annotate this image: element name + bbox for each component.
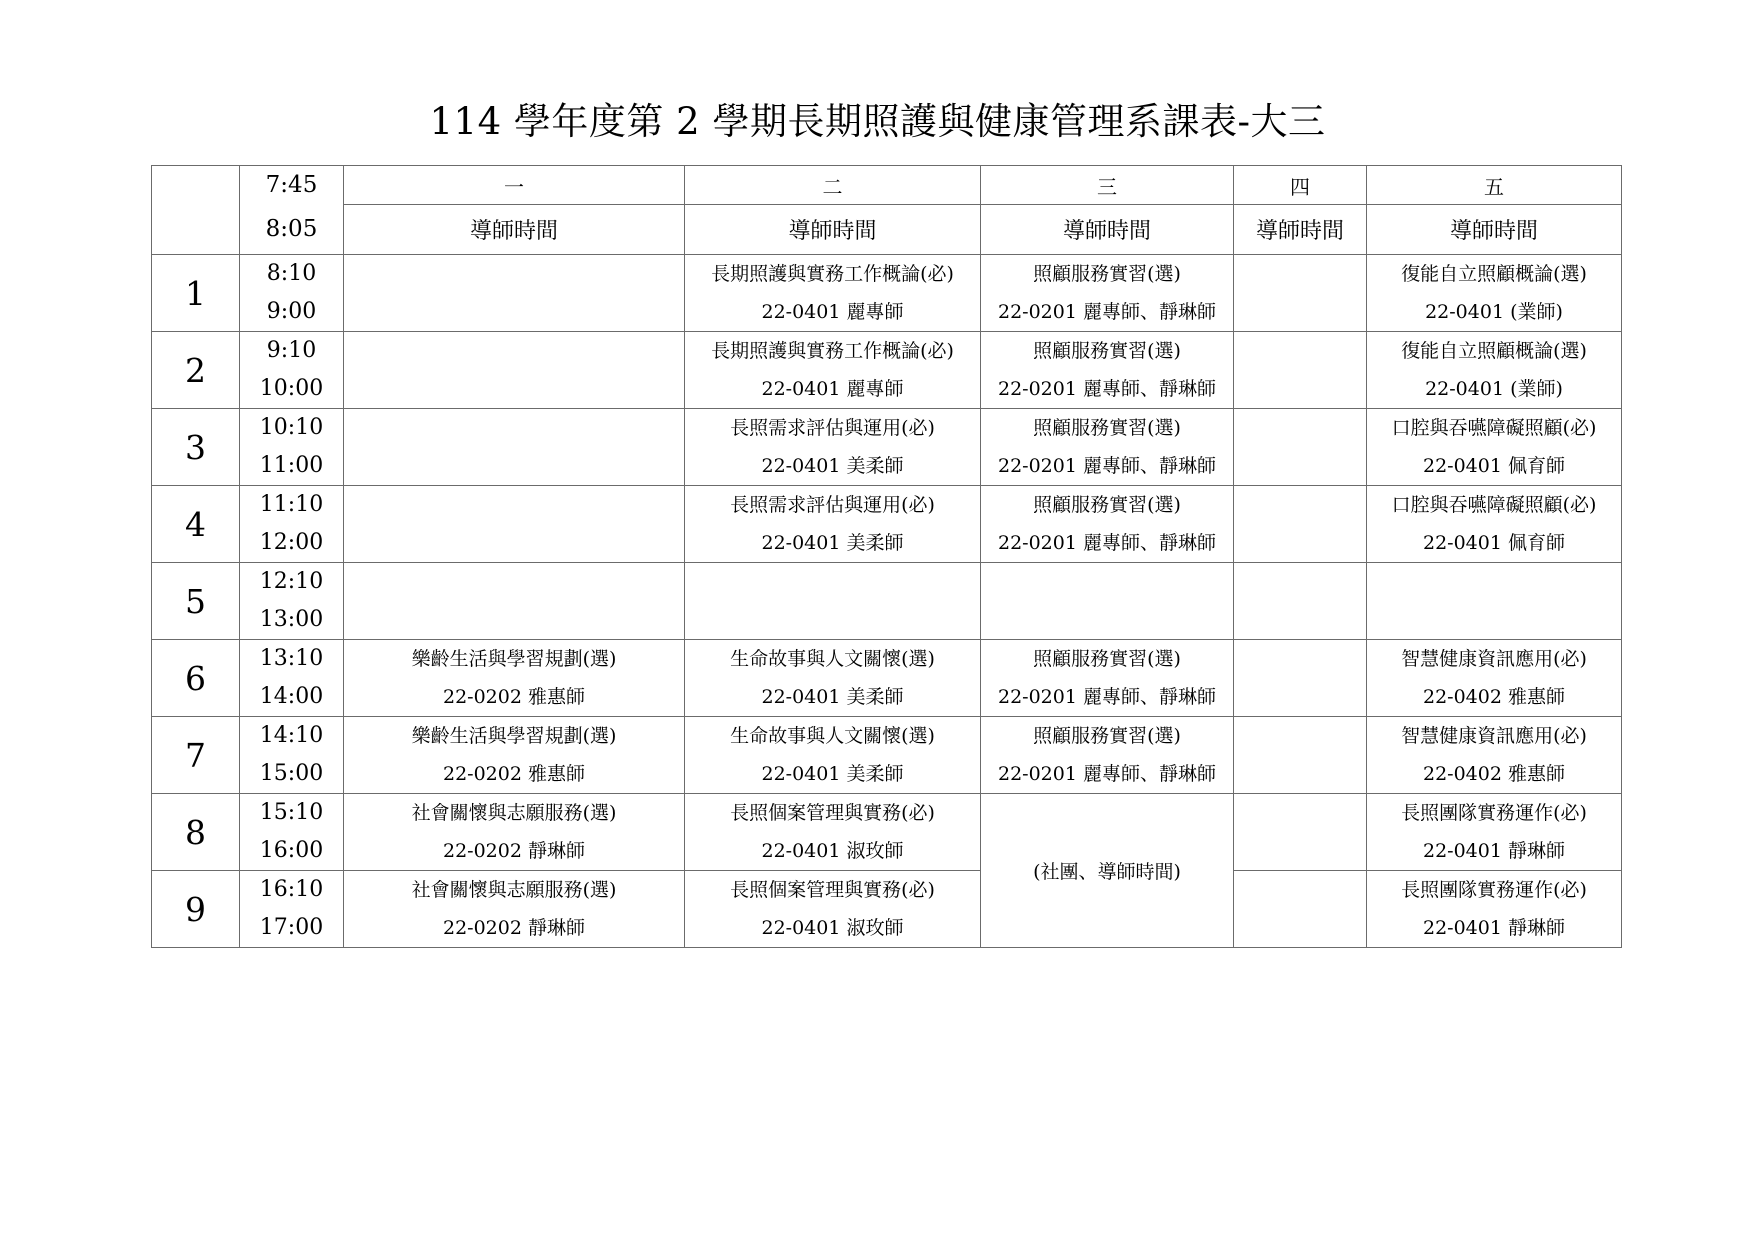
period-end-time: 15:00 (259, 761, 324, 786)
course-name: 長照需求評估與運用(必) (730, 494, 935, 516)
course-room-teacher: 22-0202 靜琳師 (443, 840, 585, 862)
course-cell-tue (685, 409, 981, 486)
period-start-time: 10:10 (259, 415, 324, 440)
course-cell-thu (1234, 255, 1367, 332)
course-name: 樂齡生活與學習規劃(選) (411, 725, 617, 747)
period-time (240, 794, 344, 871)
period-start-time: 12:10 (259, 569, 324, 594)
course-room-teacher: 22-0402 雅惠師 (1423, 686, 1565, 708)
course-name: 生命故事與人文關懷(選) (730, 648, 935, 670)
course-cell-fri (1367, 717, 1622, 794)
course-room-teacher: 22-0401 美柔師 (761, 532, 904, 554)
course-room-teacher: 22-0401 靜琳師 (1423, 840, 1565, 862)
course-name: 照顧服務實習(選) (1033, 725, 1181, 747)
period-start-time: 13:10 (259, 646, 324, 671)
period-start-time: 14:10 (259, 723, 324, 748)
course-cell-mon (344, 717, 685, 794)
period-time (240, 486, 344, 563)
course-name: 長照個案管理與實務(必) (730, 802, 935, 824)
course-cell-fri (1367, 486, 1622, 563)
course-cell-tue (685, 486, 981, 563)
course-cell-mon (344, 871, 685, 948)
period-end-time: 16:00 (259, 838, 324, 863)
period-end-time: 11:00 (259, 453, 324, 478)
period-number: 8 (152, 794, 240, 871)
period-row (152, 486, 1622, 563)
period-row (152, 717, 1622, 794)
period-start-time: 11:10 (259, 492, 324, 517)
course-room-teacher: 22-0202 雅惠師 (443, 763, 585, 785)
course-name: 長照團隊實務運作(必) (1401, 802, 1587, 824)
course-name: 長照團隊實務運作(必) (1401, 879, 1587, 901)
course-cell-tue (685, 332, 981, 409)
course-cell-thu (1234, 486, 1367, 563)
course-room-teacher: 22-0202 靜琳師 (443, 917, 585, 939)
course-cell-thu (1234, 871, 1367, 948)
course-cell-mon (344, 486, 685, 563)
course-name: 長照需求評估與運用(必) (730, 417, 935, 439)
course-room-teacher: 22-0201 麗專師、靜琳師 (998, 763, 1216, 785)
course-name: 復能自立照顧概論(選) (1401, 263, 1587, 285)
period-start-time: 9:10 (266, 338, 317, 363)
course-room-teacher: 22-0201 麗專師、靜琳師 (998, 378, 1216, 400)
period-row (152, 794, 1622, 871)
course-cell-fri (1367, 332, 1622, 409)
course-cell-fri (1367, 563, 1622, 640)
day-header-tue: 二 (685, 166, 981, 205)
course-cell-mon (344, 640, 685, 717)
homeroom-cell-thu: 導師時間 (1234, 205, 1367, 255)
period-time (240, 409, 344, 486)
course-name: 社會關懷與志願服務(選) (411, 879, 617, 901)
homeroom-cell-fri: 導師時間 (1367, 205, 1622, 255)
period-row (152, 255, 1622, 332)
course-cell-fri (1367, 871, 1622, 948)
course-cell-wed (981, 332, 1234, 409)
course-name: 長期照護與實務工作概論(必) (711, 263, 954, 285)
period-start-time: 16:10 (259, 877, 324, 902)
course-cell-fri (1367, 409, 1622, 486)
day-header-mon: 一 (344, 166, 685, 205)
course-room-teacher: 22-0401 淑玫師 (761, 917, 904, 939)
activity-note-wed: (社團、導師時間) (981, 794, 1234, 948)
course-name: 智慧健康資訊應用(必) (1401, 648, 1587, 670)
course-name: 復能自立照顧概論(選) (1401, 340, 1587, 362)
period-row (152, 640, 1622, 717)
course-name: 智慧健康資訊應用(必) (1401, 725, 1587, 747)
course-cell-fri (1367, 794, 1622, 871)
course-name: 樂齡生活與學習規劃(選) (411, 648, 617, 670)
course-room-teacher: 22-0201 麗專師、靜琳師 (998, 686, 1216, 708)
course-cell-mon (344, 409, 685, 486)
period-number: 6 (152, 640, 240, 717)
period-end-time: 17:00 (259, 915, 324, 940)
course-cell-wed (981, 255, 1234, 332)
course-cell-tue (685, 640, 981, 717)
period-end-time: 12:00 (259, 530, 324, 555)
course-cell-mon (344, 794, 685, 871)
course-room-teacher: 22-0401 佩育師 (1423, 455, 1565, 477)
course-room-teacher: 22-0401 淑玫師 (761, 840, 904, 862)
day-header-thu: 四 (1234, 166, 1367, 205)
course-cell-thu (1234, 794, 1367, 871)
period-row (152, 409, 1622, 486)
course-cell-fri (1367, 640, 1622, 717)
course-cell-mon (344, 563, 685, 640)
course-cell-tue (685, 563, 981, 640)
course-name: 社會關懷與志願服務(選) (411, 802, 617, 824)
homeroom-start-time: 7:45 (240, 166, 344, 205)
course-room-teacher: 22-0401 靜琳師 (1423, 917, 1565, 939)
period-time (240, 871, 344, 948)
day-header-fri: 五 (1367, 166, 1622, 205)
period-time (240, 255, 344, 332)
course-cell-thu (1234, 563, 1367, 640)
course-room-teacher: 22-0401 佩育師 (1423, 532, 1565, 554)
course-cell-thu (1234, 332, 1367, 409)
course-name: 照顧服務實習(選) (1033, 340, 1181, 362)
homeroom-cell-tue: 導師時間 (685, 205, 981, 255)
period-number: 1 (152, 255, 240, 332)
course-room-teacher: 22-0402 雅惠師 (1423, 763, 1565, 785)
course-room-teacher: 22-0401 美柔師 (761, 455, 904, 477)
period-row (152, 563, 1622, 640)
course-cell-thu (1234, 640, 1367, 717)
course-name: 照顧服務實習(選) (1033, 263, 1181, 285)
period-end-time: 13:00 (259, 607, 324, 632)
course-name: 口腔與吞嚥障礙照顧(必) (1391, 494, 1597, 516)
course-name: 照顧服務實習(選) (1033, 417, 1181, 439)
course-cell-wed (981, 717, 1234, 794)
period-start-time: 15:10 (259, 800, 324, 825)
homeroom-end-time: 8:05 (240, 205, 344, 255)
period-row (152, 871, 1622, 948)
period-start-time: 8:10 (266, 261, 317, 286)
course-name: 照顧服務實習(選) (1033, 494, 1181, 516)
period-time (240, 332, 344, 409)
course-cell-tue (685, 794, 981, 871)
header-row-days (152, 166, 1622, 205)
course-cell-mon (344, 332, 685, 409)
corner-cell (152, 166, 240, 255)
homeroom-cell-wed: 導師時間 (981, 205, 1234, 255)
course-name: 照顧服務實習(選) (1033, 648, 1181, 670)
course-room-teacher: 22-0401 美柔師 (761, 763, 904, 785)
period-number: 4 (152, 486, 240, 563)
period-number: 3 (152, 409, 240, 486)
header-row-homeroom (152, 205, 1622, 255)
course-cell-wed (981, 563, 1234, 640)
period-number: 9 (152, 871, 240, 948)
course-cell-wed (981, 486, 1234, 563)
course-name: 口腔與吞嚥障礙照顧(必) (1391, 417, 1597, 439)
period-number: 7 (152, 717, 240, 794)
course-room-teacher: 22-0201 麗專師、靜琳師 (998, 455, 1216, 477)
homeroom-cell-mon: 導師時間 (344, 205, 685, 255)
period-end-time: 9:00 (266, 299, 317, 324)
course-room-teacher: 22-0202 雅惠師 (443, 686, 585, 708)
day-header-wed: 三 (981, 166, 1234, 205)
course-room-teacher: 22-0401 麗專師 (761, 378, 904, 400)
page-title: 114 學年度第 2 學期長期照護與健康管理系課表-大三 (429, 100, 1326, 143)
course-room-teacher: 22-0401 美柔師 (761, 686, 904, 708)
course-name: 長照個案管理與實務(必) (730, 879, 935, 901)
course-room-teacher: 22-0201 麗專師、靜琳師 (998, 301, 1216, 323)
period-time (240, 563, 344, 640)
course-cell-thu (1234, 717, 1367, 794)
course-room-teacher: 22-0401 (業師) (1425, 301, 1563, 323)
course-cell-fri (1367, 255, 1622, 332)
period-end-time: 10:00 (259, 376, 324, 401)
course-cell-tue (685, 717, 981, 794)
course-room-teacher: 22-0401 (業師) (1425, 378, 1563, 400)
course-room-teacher: 22-0401 麗專師 (761, 301, 904, 323)
period-time (240, 717, 344, 794)
period-number: 5 (152, 563, 240, 640)
period-time (240, 640, 344, 717)
period-row (152, 332, 1622, 409)
course-cell-tue (685, 255, 981, 332)
timetable (151, 165, 1622, 948)
course-room-teacher: 22-0201 麗專師、靜琳師 (998, 532, 1216, 554)
course-name: 生命故事與人文關懷(選) (730, 725, 935, 747)
course-name: 長期照護與實務工作概論(必) (711, 340, 954, 362)
period-number: 2 (152, 332, 240, 409)
course-cell-thu (1234, 409, 1367, 486)
period-end-time: 14:00 (259, 684, 324, 709)
course-cell-wed (981, 409, 1234, 486)
course-cell-mon (344, 255, 685, 332)
course-cell-tue (685, 871, 981, 948)
course-cell-wed (981, 640, 1234, 717)
